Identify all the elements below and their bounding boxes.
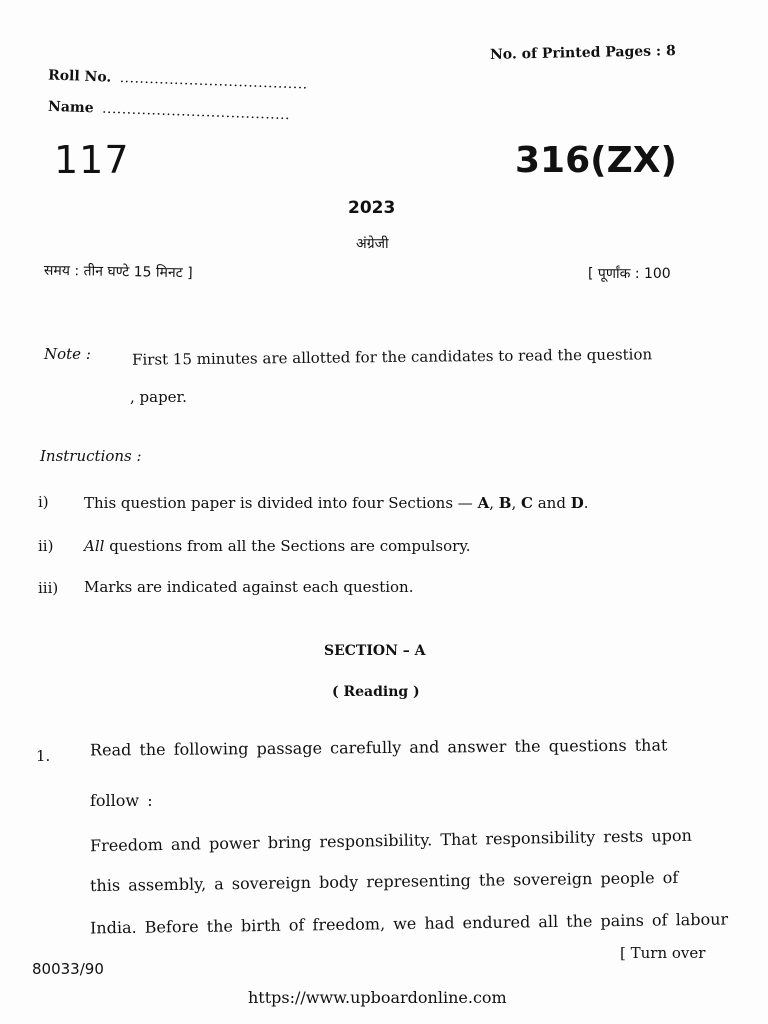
instruction-text: [84, 494, 589, 512]
name-dots: ......................................: [101, 100, 291, 124]
section-letter: C: [521, 494, 533, 512]
roll-number-field: [48, 67, 308, 92]
paper-serial-code: 80033/90: [32, 960, 104, 978]
section-subtitle: ( Reading ): [332, 684, 420, 700]
instruction-number: i): [38, 493, 49, 511]
note-label: Note :: [44, 345, 91, 363]
emphasis-word: All: [84, 537, 105, 555]
subject-name: अंग्रेजी: [356, 236, 389, 252]
instruction-text: Marks are indicated against each question.: [84, 578, 414, 596]
turn-over-label: [ Turn over: [620, 944, 706, 962]
note-text-line: , paper.: [130, 388, 187, 406]
question-number: 1.: [36, 747, 51, 765]
paper-number: 117: [54, 138, 130, 182]
max-marks: [ पूर्णांक : 100: [588, 266, 671, 282]
question-text-line: follow :: [90, 791, 153, 810]
website-url: https://www.upboardonline.com: [248, 988, 507, 1007]
section-title: SECTION – A: [324, 643, 426, 659]
name-field: [48, 99, 291, 123]
section-letter: B: [498, 494, 512, 512]
roll-number-dots: ......................................: [119, 69, 309, 93]
instructions-label: Instructions :: [40, 447, 142, 465]
instruction-number: ii): [38, 537, 54, 555]
printed-pages-count: No. of Printed Pages : 8: [489, 43, 676, 63]
passage-text-line: this assembly, a sovereign body representing the sovereign people of: [89, 867, 679, 896]
instruction-text: [84, 537, 471, 555]
instruction-text-content: All questions from all the Sections are compulsory.: [84, 537, 471, 555]
passage-text-line: Freedom and power bring responsibility. That responsibility rests upon: [89, 825, 693, 856]
exam-year: 2023: [348, 198, 396, 218]
roll-number-label: Roll No.: [47, 67, 112, 86]
note-text-line: First 15 minutes are allotted for the candidates to read the question: [131, 345, 653, 369]
section-letter: A: [477, 494, 490, 512]
instruction-number: iii): [38, 579, 59, 597]
time-allowed: समय : तीन घण्टे 15 मिनट ]: [43, 262, 193, 282]
paper-code: 316(ZX): [515, 140, 677, 181]
passage-text-line: India. Before the birth of freedom, we had endured all the pains of labour: [89, 909, 729, 938]
name-label: Name: [47, 98, 94, 117]
instruction-text-content: This question paper is divided into four Sections — A, B, C and D.: [84, 494, 589, 512]
question-text-line: Read the following passage carefully and answer the questions that: [89, 735, 668, 760]
section-letter: D: [570, 494, 584, 512]
